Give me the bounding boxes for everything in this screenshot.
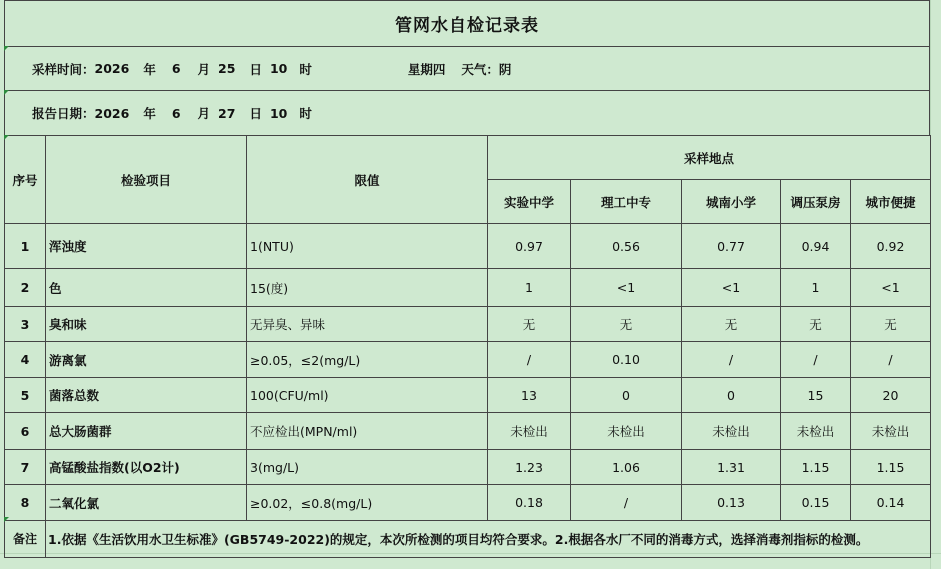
table-row [5,307,931,342]
row-value[interactable]: 0 [571,378,682,413]
sheet-title[interactable] [4,0,930,46]
sampling-info-row[interactable] [4,46,930,90]
table-row [5,450,931,485]
row-value[interactable]: 15 [781,378,851,413]
row-limit[interactable]: 无异臭、异味 [247,307,488,342]
row-limit[interactable]: ≥0.02，≤0.8(mg/L) [247,485,488,521]
weekday: 星期四 [407,61,446,77]
row-index[interactable]: 3 [5,307,46,342]
cell-comment-marker [4,46,9,51]
row-value[interactable]: / [781,342,851,378]
header-index[interactable]: 序号 [5,136,46,224]
row-item[interactable]: 总大肠菌群 [46,413,247,450]
row-value[interactable]: 无 [488,307,571,342]
table-row [5,342,931,378]
report-label: 报告日期： [32,106,95,121]
row-item[interactable]: 色 [46,269,247,307]
report-day: 27 [218,105,236,121]
location-header[interactable]: 城市便捷 [851,180,931,224]
row-index[interactable]: 5 [5,378,46,413]
row-index[interactable]: 4 [5,342,46,378]
table-row [5,269,931,307]
header-limit[interactable]: 限值 [247,136,488,224]
location-header[interactable]: 调压泵房 [781,180,851,224]
row-value[interactable]: 0.77 [682,224,781,269]
row-value[interactable]: 未检出 [781,413,851,450]
row-index[interactable]: 6 [5,413,46,450]
note-row [5,521,931,558]
row-value[interactable]: 0.18 [488,485,571,521]
report-info-row[interactable] [4,90,930,135]
weather-value: 阴 [498,61,512,77]
row-value[interactable]: <1 [682,269,781,307]
sampling-year: 2026 [94,61,130,76]
row-value[interactable]: 0.97 [488,224,571,269]
row-value[interactable]: / [571,485,682,521]
row-index[interactable]: 7 [5,450,46,485]
row-index[interactable]: 2 [5,269,46,307]
report-month: 6 [171,105,181,121]
header-row [5,136,931,180]
row-value[interactable]: 0.56 [571,224,682,269]
row-item[interactable]: 菌落总数 [46,378,247,413]
row-value[interactable]: 0.94 [781,224,851,269]
location-header[interactable]: 理工中专 [571,180,682,224]
report-year: 2026 [94,105,130,121]
row-item[interactable]: 臭和味 [46,307,247,342]
row-limit[interactable]: 3(mg/L) [247,450,488,485]
hour-unit: 时 [299,61,312,77]
row-value[interactable]: / [682,342,781,378]
row-value[interactable]: 无 [781,307,851,342]
row-value[interactable]: 13 [488,378,571,413]
row-item[interactable]: 浑浊度 [46,224,247,269]
row-value[interactable]: 20 [851,378,931,413]
table-row [5,224,931,269]
cell-comment-marker [4,135,9,140]
sampling-label: 采样时间： [32,61,95,77]
row-value[interactable]: 无 [851,307,931,342]
year-unit: 年 [143,61,156,77]
row-value[interactable]: 未检出 [851,413,931,450]
row-value[interactable]: 1.31 [682,450,781,485]
row-item[interactable]: 高锰酸盐指数(以O2计) [46,450,247,485]
row-value[interactable]: 未检出 [682,413,781,450]
row-value[interactable]: 0.15 [781,485,851,521]
report-hour: 10 [269,105,288,121]
month-unit: 月 [197,61,211,77]
weather-label: 天气： [461,61,499,77]
row-value[interactable]: 1.15 [851,450,931,485]
header-locations-group[interactable]: 采样地点 [488,136,931,180]
row-value[interactable]: 未检出 [488,413,571,450]
row-value[interactable]: 未检出 [571,413,682,450]
row-value[interactable]: 无 [682,307,781,342]
hour-unit: 时 [299,106,312,121]
location-header[interactable]: 城南小学 [682,180,781,224]
row-value[interactable]: 1 [781,269,851,307]
month-unit: 月 [197,106,211,121]
year-unit: 年 [143,106,156,121]
sampling-day: 25 [218,61,236,76]
row-limit[interactable]: 15(度) [247,269,488,307]
row-limit[interactable]: ≥0.05，≤2(mg/L) [247,342,488,378]
day-unit: 日 [249,61,262,77]
cell-comment-marker [4,517,9,522]
sampling-hour: 10 [269,61,288,76]
note-label[interactable]: 备注 [5,521,46,558]
row-value[interactable]: <1 [571,269,682,307]
location-header[interactable]: 实验中学 [488,180,571,224]
header-item[interactable]: 检验项目 [46,136,247,224]
row-index[interactable]: 8 [5,485,46,521]
note-text[interactable]: 1.依据《生活饮用水卫生标准》(GB5749-2022)的规定，本次所检测的项目均符合要求。2.根据各水厂不同的消毒方式，选择消毒剂指标的检测。 [46,521,931,558]
row-value[interactable]: 1.06 [571,450,682,485]
results-table [4,135,931,558]
row-value[interactable]: / [488,342,571,378]
row-value[interactable]: 0.14 [851,485,931,521]
table-row [5,485,931,521]
row-index[interactable]: 1 [5,224,46,269]
row-value[interactable]: <1 [851,269,931,307]
row-value[interactable]: 0 [682,378,781,413]
row-item[interactable]: 游离氯 [46,342,247,378]
row-item[interactable]: 二氧化氯 [46,485,247,521]
row-value[interactable]: 无 [571,307,682,342]
day-unit: 日 [249,106,262,121]
sheet-title-text: 管网水自检记录表 [395,16,539,36]
row-value[interactable]: / [851,342,931,378]
table-row [5,413,931,450]
row-limit[interactable]: 不应检出(MPN/ml) [247,413,488,450]
row-value[interactable]: 1.23 [488,450,571,485]
sampling-month: 6 [171,61,181,76]
row-value[interactable]: 0.10 [571,342,682,378]
table-row [5,378,931,413]
row-value[interactable]: 1.15 [781,450,851,485]
row-value[interactable]: 0.13 [682,485,781,521]
row-limit[interactable]: 100(CFU/ml) [247,378,488,413]
cell-comment-marker [4,90,9,95]
row-limit[interactable]: 1(NTU) [247,224,488,269]
row-value[interactable]: 1 [488,269,571,307]
row-value[interactable]: 0.92 [851,224,931,269]
